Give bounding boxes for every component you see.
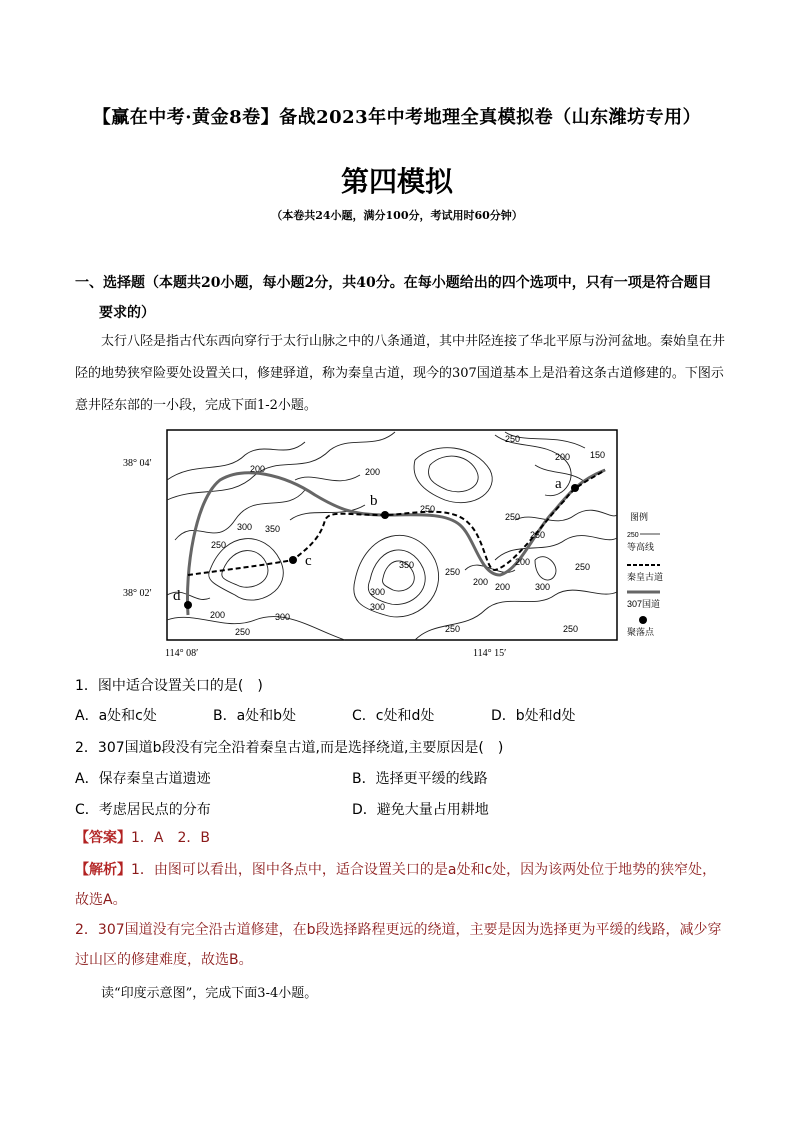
- q2-option-a[interactable]: A．保存秦皇古道遗迹: [75, 771, 211, 787]
- analysis-p2: 2．307国道没有完全沿古道修建，在b段选择路程更远的绕道，主要是因为选择更为平缓的线路，减少穿: [75, 922, 722, 938]
- lat-top: 38° 04′: [123, 458, 152, 469]
- svg-text:200: 200: [473, 577, 489, 587]
- svg-text:250: 250: [505, 512, 521, 522]
- svg-text:300: 300: [370, 587, 386, 597]
- settlement-d: [184, 601, 192, 609]
- next-section-prompt: 读“印度示意图”，完成下面3-4小题。: [101, 986, 318, 1001]
- svg-text:300: 300: [275, 612, 291, 622]
- svg-text:250: 250: [235, 627, 251, 637]
- analysis-p1b: 故选A。: [75, 892, 127, 908]
- legend-ancient-road: 秦皇古道: [627, 572, 664, 582]
- svg-text:200: 200: [365, 467, 381, 477]
- q1-option-a[interactable]: A．a处和c处: [75, 708, 157, 724]
- question-2-stem: 2．307国道b段没有完全沿着秦皇古道,而是选择绕道,主要原因是( ): [75, 740, 504, 756]
- q1-option-d[interactable]: D．b处和d处: [491, 708, 576, 724]
- legend-title: 图例: [630, 512, 649, 522]
- contour-map: [115, 420, 675, 665]
- lon-left: 114° 08′: [165, 648, 199, 659]
- answer-line: [75, 823, 210, 853]
- svg-text:200: 200: [495, 582, 511, 592]
- svg-text:200: 200: [210, 610, 226, 620]
- legend-national-road: 307国道: [627, 599, 661, 609]
- svg-text:300: 300: [237, 522, 253, 532]
- svg-text:150: 150: [590, 450, 606, 460]
- point-label-a: a: [555, 476, 562, 492]
- legend-settlement: 聚落点: [627, 627, 655, 637]
- svg-text:350: 350: [399, 560, 415, 570]
- exam-note: （本卷共24小题，满分100分，考试用时60分钟）: [271, 209, 523, 222]
- lat-bottom: 38° 02′: [123, 588, 152, 599]
- point-label-c: c: [305, 553, 312, 569]
- svg-text:250: 250: [627, 532, 639, 539]
- question-1-stem: 1．图中适合设置关口的是( ): [75, 678, 263, 694]
- answer-label: 【答案】: [75, 830, 131, 846]
- settlement-a: [571, 484, 579, 492]
- svg-text:250: 250: [563, 624, 579, 634]
- svg-text:250: 250: [575, 562, 591, 572]
- lon-right: 114° 15′: [473, 648, 507, 659]
- svg-text:350: 350: [265, 524, 281, 534]
- map-legend: [627, 511, 663, 637]
- svg-text:300: 300: [370, 602, 386, 612]
- svg-text:200: 200: [250, 464, 266, 474]
- q2-option-d[interactable]: D．避免大量占用耕地: [352, 802, 489, 818]
- doc-title: 【赢在中考·黄金8卷】备战2023年中考地理全真模拟卷（山东潍坊专用）: [92, 107, 702, 128]
- analysis-p2b: 过山区的修建难度，故选B。: [75, 952, 253, 968]
- q1-option-b[interactable]: B．a处和b处: [213, 708, 297, 724]
- point-label-b: b: [370, 493, 378, 509]
- exam-subtitle: 第四模拟: [340, 165, 453, 198]
- contour-map-figure: [115, 420, 675, 665]
- point-label-d: d: [173, 588, 181, 604]
- section-heading: [75, 268, 725, 328]
- q2-option-c[interactable]: C．考虑居民点的分布: [75, 802, 211, 818]
- analysis-p1: 1．由图可以看出，图中各点中，适合设置关口的是a处和c处，因为该两处位于地势的狭窄处，: [131, 862, 717, 878]
- svg-text:250: 250: [445, 624, 461, 634]
- section-line-2: 要求的）: [99, 305, 155, 321]
- analysis-block: [75, 855, 735, 975]
- svg-text:200: 200: [555, 452, 571, 462]
- svg-text:250: 250: [530, 530, 546, 540]
- settlement-c: [289, 556, 297, 564]
- svg-text:250: 250: [211, 540, 227, 550]
- svg-text:250: 250: [445, 567, 461, 577]
- q1-option-c[interactable]: C．c处和d处: [352, 708, 435, 724]
- q2-option-b[interactable]: B．选择更平缓的线路: [352, 771, 488, 787]
- settlement-b: [381, 511, 389, 519]
- intro-paragraph: 太行八陉是指古代东西向穿行于太行山脉之中的八条通道，其中井陉连接了华北平原与汾河盆地。秦始皇在井陉的地势狭窄险要处设置关口，修建驿道，称为秦皇古道，现今的307国道基本上是沿着这条古道修建的。下图示意井陉东部的一小段，完成下面1-2小题。: [75, 334, 726, 413]
- svg-text:250: 250: [505, 434, 521, 444]
- analysis-label: 【解析】: [75, 862, 131, 878]
- svg-text:300: 300: [535, 582, 551, 592]
- answer-text: 1．A 2．B: [131, 830, 210, 846]
- legend-contour: 等高线: [627, 542, 655, 552]
- svg-text:200: 200: [515, 557, 531, 567]
- section-line-1: 一、选择题（本题共20小题，每小题2分，共40分。在每小题给出的四个选项中，只有一项是符合题目: [75, 275, 712, 291]
- svg-text:250: 250: [420, 504, 436, 514]
